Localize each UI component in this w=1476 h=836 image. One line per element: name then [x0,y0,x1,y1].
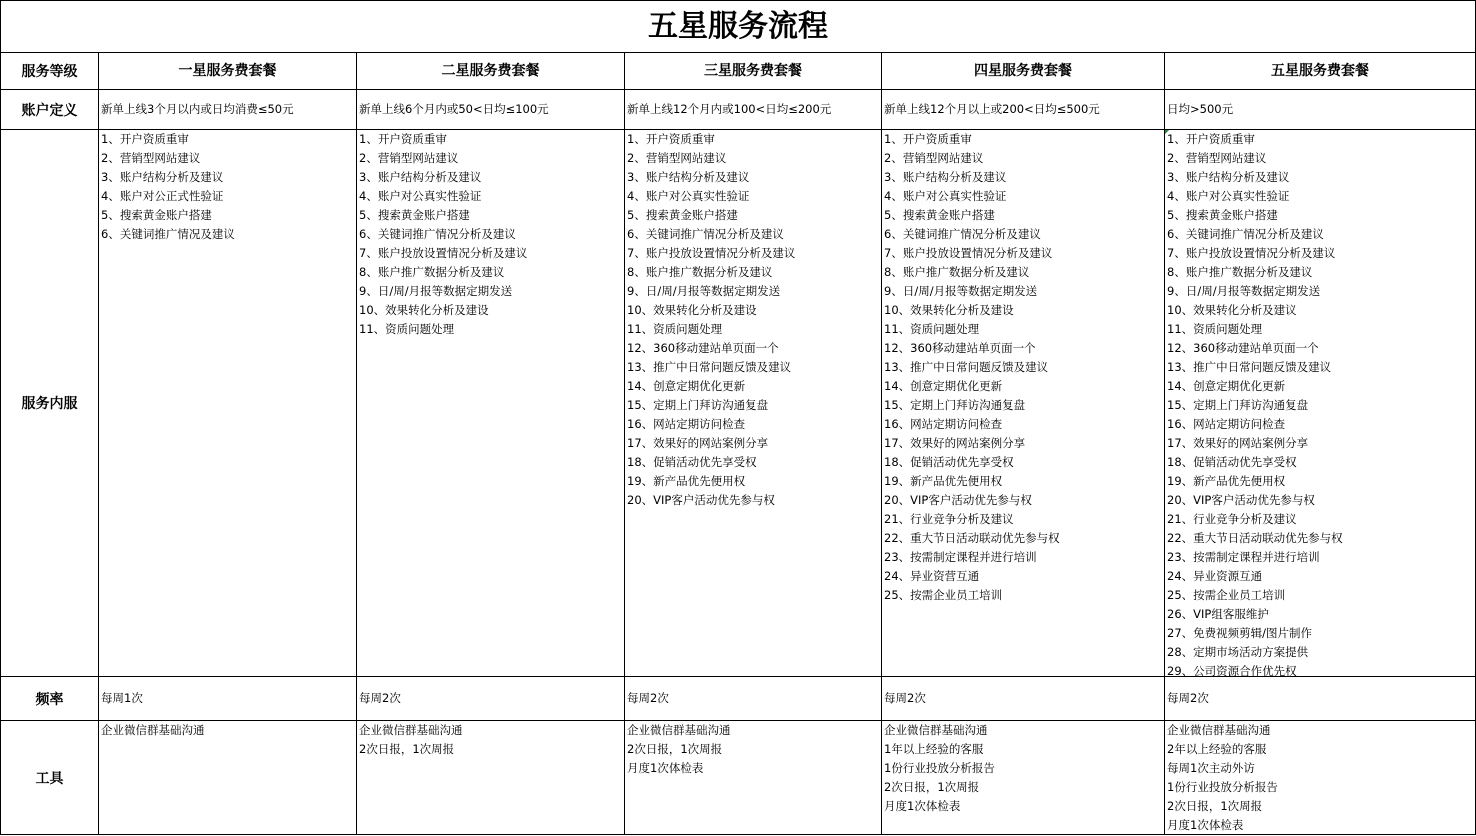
list-item: 17、效果好的网站案例分享 [627,436,769,450]
list-item: 企业微信群基础沟通 [359,723,463,737]
service-list-5 [1165,130,1475,676]
list-item: 17、效果好的网站案例分享 [884,436,1026,450]
frequency-1: 每周1次 [101,691,143,705]
list-item: 16、网站定期访问检查 [627,417,746,431]
list-item: 25、按需企业员工培训 [884,588,1003,602]
list-item: 2、营销型网站建议 [101,151,201,165]
list-item: 11、资质问题处理 [1167,322,1263,336]
tools-list-1 [99,721,356,834]
list-item: 6、关键词推广情况分析及建议 [627,227,784,241]
list-item: 1、开户资质重审 [359,132,447,146]
package-header-1: 一星服务费套餐 [178,63,277,79]
list-item: 8、账户推广数据分析及建议 [359,265,505,279]
package-header-2: 二星服务费套餐 [441,63,540,79]
list-item: 5、搜索黄金账户搭建 [101,208,212,222]
list-item: 11、资质问题处理 [884,322,980,336]
list-item: 3、账户结构分析及建议 [101,170,224,184]
list-item: 20、VIP客户活动优先参与权 [627,493,775,507]
row-header-frequency: 频率 [35,691,64,708]
list-item: 18、促销活动优先享受权 [884,455,1014,469]
list-item: 13、推广中日常问题反馈及建议 [884,360,1049,374]
list-item: 26、VIP组客服维护 [1167,607,1269,621]
list-item: 21、行业竞争分析及建议 [884,512,1014,526]
list-item: 8、账户推广数据分析及建议 [627,265,773,279]
list-item: 6、关键词推广情况分析及建议 [884,227,1041,241]
list-item: 22、重大节日活动联动优先参与权 [884,531,1060,545]
frequency-4: 每周2次 [884,691,926,705]
list-item: 2、营销型网站建议 [884,151,984,165]
frequency-5: 每周2次 [1167,691,1209,705]
list-item: 9、日/周/月报等数据定期发送 [359,284,513,298]
list-item: 2次日报，1次周报 [359,742,455,756]
list-item: 4、账户对公真实性验证 [1167,189,1290,203]
tools-list-4 [882,721,1164,834]
list-item: 28、定期市场活动方案提供 [1167,645,1309,659]
list-item: 11、资质问题处理 [359,322,455,336]
list-item: 13、推广中日常问题反馈及建议 [1167,360,1332,374]
list-item: 20、VIP客户活动优先参与权 [1167,493,1315,507]
list-item: 7、账户投放设置情况分析及建议 [1167,246,1336,260]
list-item: 5、搜索黄金账户搭建 [359,208,470,222]
list-item: 17、效果好的网站案例分享 [1167,436,1309,450]
list-item: 10、效果转化分析及建设 [627,303,757,317]
row-header-service-level: 服务等级 [21,64,78,80]
package-header-4: 四星服务费套餐 [974,63,1072,79]
list-item: 24、异业资源互通 [1167,569,1263,583]
list-item: 8、账户推广数据分析及建议 [1167,265,1313,279]
page-title: 五星服务流程 [648,9,828,44]
list-item: 7、账户投放设置情况分析及建议 [359,246,528,260]
list-item: 月度1次体检表 [627,761,704,775]
list-item: 10、效果转化分析及建设 [359,303,489,317]
list-item: 1年以上经验的客服 [884,742,984,756]
list-item: 2、营销型网站建议 [627,151,727,165]
account-def-2: 新单上线6个月内或50<日均≤100元 [359,102,549,116]
tools-list-5 [1165,721,1475,834]
list-item: 15、定期上门拜访沟通复盘 [1167,398,1309,412]
list-item: 10、效果转化分析及建设 [884,303,1014,317]
list-item: 9、日/周/月报等数据定期发送 [884,284,1038,298]
list-item: 23、按需制定课程并进行培训 [884,550,1037,564]
list-item: 3、账户结构分析及建议 [1167,170,1290,184]
list-item: 27、免费视频剪辑/图片制作 [1167,626,1313,640]
list-item: 1、开户资质重审 [627,132,715,146]
list-item: 6、关键词推广情况分析及建议 [359,227,516,241]
list-item: 13、推广中日常问题反馈及建议 [627,360,792,374]
account-def-3: 新单上线12个月内或100<日均≤200元 [627,102,832,116]
list-item: 企业微信群基础沟通 [627,723,731,737]
list-item: 2次日报，1次周报 [1167,799,1263,813]
service-list-2 [357,130,624,676]
list-item: 企业微信群基础沟通 [101,723,205,737]
list-item: 24、异业资营互通 [884,569,980,583]
list-item: 7、账户投放设置情况分析及建议 [884,246,1053,260]
list-item: 14、创意定期优化更新 [627,379,746,393]
list-item: 22、重大节日活动联动优先参与权 [1167,531,1343,545]
list-item: 3、账户结构分析及建议 [359,170,482,184]
list-item: 5、搜索黄金账户搭建 [1167,208,1278,222]
account-def-1: 新单上线3个月以内或日均消费≤50元 [101,102,294,116]
list-item: 18、促销活动优先享受权 [1167,455,1297,469]
list-item: 3、账户结构分析及建议 [884,170,1007,184]
tools-list-3 [625,721,881,834]
list-item: 2次日报，1次周报 [627,742,723,756]
service-list-4 [882,130,1164,676]
list-item: 16、网站定期访问检查 [1167,417,1286,431]
list-item: 3、账户结构分析及建议 [627,170,750,184]
list-item: 4、账户对公真实性验证 [884,189,1007,203]
list-item: 19、新产品优先便用权 [884,474,1003,488]
list-item: 1、开户资质重审 [1167,132,1255,146]
list-item: 企业微信群基础沟通 [1167,723,1271,737]
row-header-service: 服务内服 [21,396,78,412]
frequency-3: 每周2次 [627,691,669,705]
list-item: 4、账户对公真实性验证 [359,189,482,203]
service-list-1 [99,130,356,676]
list-item: 19、新产品优先便用权 [1167,474,1286,488]
list-item: 12、360移动建站单页面一个 [1167,341,1319,355]
list-item: 1、开户资质重审 [884,132,972,146]
package-header-5: 五星服务费套餐 [1271,63,1369,79]
list-item: 企业微信群基础沟通 [884,723,988,737]
list-item: 4、账户对公正式性验证 [101,189,224,203]
list-item: 2次日报，1次周报 [884,780,980,794]
account-def-4: 新单上线12个月以上或200<日均≤500元 [884,102,1100,116]
list-item: 1、开户资质重审 [101,132,189,146]
list-item: 2、营销型网站建议 [359,151,459,165]
list-item: 15、定期上门拜访沟通复盘 [627,398,769,412]
list-item: 2、营销型网站建议 [1167,151,1267,165]
list-item: 18、促销活动优先享受权 [627,455,757,469]
list-item: 5、搜索黄金账户搭建 [884,208,995,222]
list-item: 6、关键词推广情况分析及建议 [1167,227,1324,241]
package-header-3: 三星服务费套餐 [704,63,802,79]
list-item: 11、资质问题处理 [627,322,723,336]
list-item: 25、按需企业员工培训 [1167,588,1286,602]
list-item: 12、360移动建站单页面一个 [627,341,779,355]
list-item: 1份行业投放分析报告 [1167,780,1278,794]
list-item: 19、新产品优先便用权 [627,474,746,488]
list-item: 8、账户推广数据分析及建议 [884,265,1030,279]
list-item: 20、VIP客户活动优先参与权 [884,493,1032,507]
list-item: 6、关键词推广情况及建议 [101,227,235,241]
list-item: 5、搜索黄金账户搭建 [627,208,738,222]
list-item: 12、360移动建站单页面一个 [884,341,1036,355]
account-def-5: 日均>500元 [1167,102,1234,116]
list-item: 29、公司资源合作优先权 [1167,664,1297,676]
list-item: 4、账户对公真实性验证 [627,189,750,203]
list-item: 9、日/周/月报等数据定期发送 [627,284,781,298]
list-item: 10、效果转化分析及建议 [1167,303,1297,317]
list-item: 2年以上经验的客服 [1167,742,1267,756]
list-item: 1份行业投放分析报告 [884,761,995,775]
list-item: 月度1次体检表 [1167,818,1244,832]
row-header-tools: 工具 [35,770,64,787]
tools-list-2 [357,721,624,834]
list-item: 每周1次主动外访 [1167,761,1255,775]
frequency-2: 每周2次 [359,691,401,705]
list-item: 23、按需制定课程并进行培训 [1167,550,1320,564]
list-item: 月度1次体检表 [884,799,961,813]
list-item: 7、账户投放设置情况分析及建议 [627,246,796,260]
list-item: 15、定期上门拜访沟通复盘 [884,398,1026,412]
list-item: 14、创意定期优化更新 [884,379,1003,393]
list-item: 9、日/周/月报等数据定期发送 [1167,284,1321,298]
row-header-account: 账户定义 [21,102,78,119]
service-list-3 [625,130,881,676]
list-item: 21、行业竞争分析及建议 [1167,512,1297,526]
list-item: 16、网站定期访问检查 [884,417,1003,431]
list-item: 14、创意定期优化更新 [1167,379,1286,393]
